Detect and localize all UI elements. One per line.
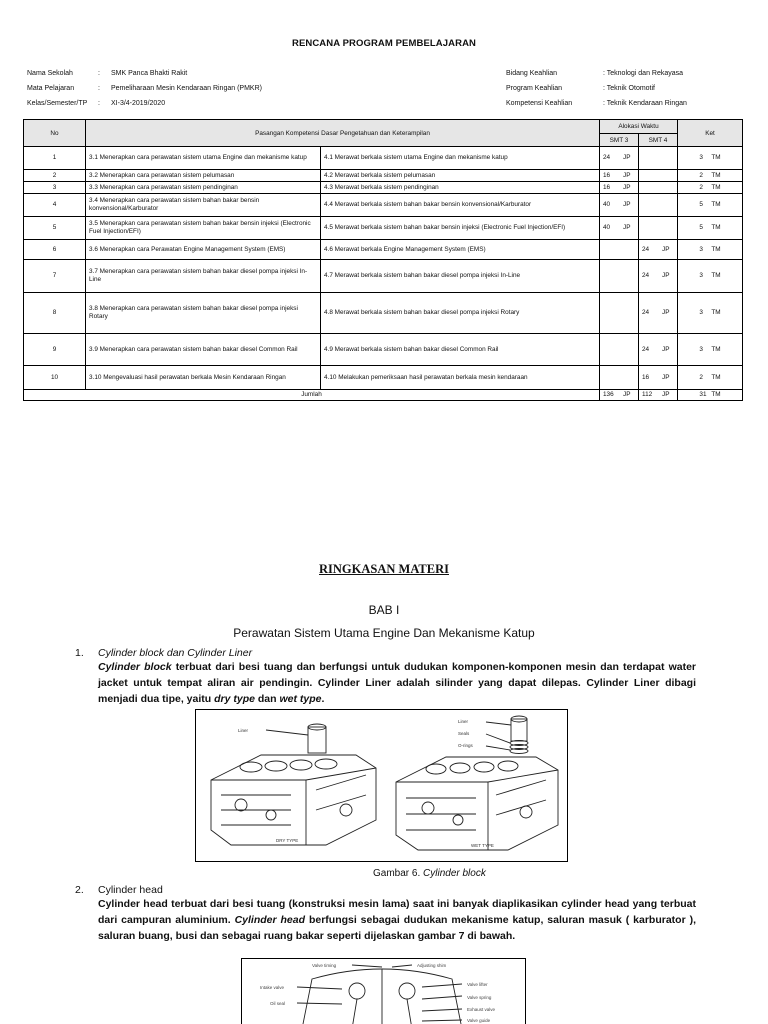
tm-value: 3 xyxy=(699,245,703,253)
info-label: Nama Sekolah xyxy=(27,70,73,77)
unit-tm: TM xyxy=(711,201,721,208)
cell-no: 9 xyxy=(24,334,86,366)
cell-smt4 xyxy=(639,260,678,293)
section-body xyxy=(98,896,696,944)
label-wet-type: WET TYPE xyxy=(471,843,494,848)
tm-value: 3 xyxy=(699,345,703,353)
section-heading: Cylinder head xyxy=(98,884,163,896)
cell-kd4: 4.3 Merawat berkala sistem pendinginan xyxy=(321,182,600,194)
cell-smt4 xyxy=(639,240,678,260)
total-tm-value: 31 xyxy=(699,391,707,398)
cell-kd3: 3.2 Menerapkan cara perawatan sistem pelumasan xyxy=(86,170,321,182)
label-head-part: Valve timing xyxy=(312,963,337,968)
section-cylinder-block xyxy=(75,647,696,707)
text: dan xyxy=(254,693,280,705)
cell-kd3: 3.9 Menerapkan cara perawatan sistem bahan bakar diesel Common Rail xyxy=(86,334,321,366)
table-row xyxy=(24,147,743,170)
cell-kd4: 4.10 Melakukan pemeriksaan hasil perawatan berkala mesin kendaraan xyxy=(321,366,600,390)
cell-kd4: 4.1 Merawat berkala sistem utama Engine dan mekanisme katup xyxy=(321,147,600,170)
header-pasangan: Pasangan Kompetensi Dasar Pengetahuan dan Keterampilan xyxy=(86,120,600,147)
cell-smt4 xyxy=(639,147,678,170)
unit-jp: JP xyxy=(662,272,670,279)
unit-jp: JP xyxy=(662,309,670,316)
info-sep: : xyxy=(98,85,100,92)
unit-tm: TM xyxy=(711,272,721,279)
unit-tm: TM xyxy=(711,183,721,191)
cell-smt3 xyxy=(600,293,639,334)
tm-value: 3 xyxy=(699,154,703,161)
header-ket: Ket xyxy=(678,120,743,147)
smt4-value: 16 xyxy=(642,373,650,381)
cell-kd4: 4.2 Merawat berkala sistem pelumasan xyxy=(321,170,600,182)
info-value: XI-3/4-2019/2020 xyxy=(111,100,166,107)
label-head-part: Valve guide xyxy=(467,1018,491,1023)
smt4-value: 24 xyxy=(642,309,650,316)
unit-tm: TM xyxy=(711,171,721,179)
header-smt3: SMT 3 xyxy=(600,134,639,147)
tm-value: 5 xyxy=(699,201,703,208)
cell-no: 6 xyxy=(24,240,86,260)
cell-kd4: 4.5 Merawat berkala sistem bahan bakar bensin injeksi (Electronic Fuel Injection/EFI) xyxy=(321,217,600,240)
term: Cylinder head xyxy=(234,914,306,926)
cell-ket xyxy=(678,366,743,390)
unit-tm: TM xyxy=(711,309,721,316)
cell-smt3 xyxy=(600,260,639,293)
unit-jp: JP xyxy=(662,245,670,253)
section-number: 1. xyxy=(75,647,84,659)
unit-jp: JP xyxy=(662,373,670,381)
figure-caption xyxy=(373,868,486,879)
total-smt3-value: 136 xyxy=(603,391,614,398)
cell-smt4 xyxy=(639,170,678,182)
header-alokasi: Alokasi Waktu xyxy=(600,120,678,134)
total-smt4-value: 112 xyxy=(642,391,653,398)
info-value: SMK Panca Bhakti Rakit xyxy=(111,70,188,77)
smt3-value: 16 xyxy=(603,183,611,191)
header-no: No xyxy=(24,120,86,147)
cell-no: 10 xyxy=(24,366,86,390)
text: Cylinder head terbuat dari besi tuang (konstruksi mesin lama) saat ini banyak diaplikasikan cylinder head yang terbuat dari campuran aluminium. xyxy=(98,898,696,926)
info-row xyxy=(27,81,262,96)
summary-title: RINGKASAN MATERI xyxy=(319,562,449,576)
cell-smt4 xyxy=(639,217,678,240)
cell-smt3 xyxy=(600,334,639,366)
cell-no: 3 xyxy=(24,182,86,194)
tm-value: 2 xyxy=(699,183,703,191)
info-row xyxy=(27,96,262,111)
competency-table xyxy=(23,119,743,401)
label-head-part: Valve spring xyxy=(467,995,492,1000)
unit-tm: TM xyxy=(711,154,721,161)
unit-jp: JP xyxy=(623,171,631,179)
unit-tm: TM xyxy=(711,224,721,231)
cell-kd3: 3.1 Menerapkan cara perawatan sistem utama Engine dan mekanisme katup xyxy=(86,147,321,170)
cell-smt3 xyxy=(600,147,639,170)
smt3-value: 16 xyxy=(603,171,611,179)
table-row xyxy=(24,217,743,240)
total-label: Jumlah xyxy=(24,390,600,401)
total-smt4 xyxy=(639,390,678,401)
cell-smt4 xyxy=(639,293,678,334)
table-row xyxy=(24,260,743,293)
info-label: Kelas/Semester/TP xyxy=(27,100,88,107)
unit-tm: TM xyxy=(711,245,721,253)
unit-jp: JP xyxy=(662,345,670,353)
info-label: Mata Pelajaran xyxy=(27,85,75,92)
tm-value: 5 xyxy=(699,224,703,231)
info-sep: : xyxy=(98,100,100,107)
label-seals: Seals xyxy=(458,731,470,736)
cell-kd4: 4.4 Merawat berkala sistem bahan bakar bensin konvensional/Karburator xyxy=(321,194,600,217)
unit-tm: TM xyxy=(711,373,721,381)
info-row xyxy=(506,66,687,81)
document-title: RENCANA PROGRAM PEMBELAJARAN xyxy=(291,38,476,49)
cell-kd4: 4.7 Merawat berkala sistem bahan bakar diesel pompa injeksi In-Line xyxy=(321,260,600,293)
unit-jp: JP xyxy=(623,183,631,191)
cell-smt3 xyxy=(600,240,639,260)
cell-smt4 xyxy=(639,194,678,217)
table-row xyxy=(24,293,743,334)
cylinder-head-figure xyxy=(241,958,526,1024)
cell-ket xyxy=(678,194,743,217)
cell-smt3 xyxy=(600,366,639,390)
cell-ket xyxy=(678,182,743,194)
cylinder-block-figure xyxy=(195,709,568,862)
section-heading: Cylinder block dan Cylinder Liner xyxy=(98,647,253,659)
label-orings: O-rings xyxy=(458,743,473,748)
smt3-value: 40 xyxy=(603,201,611,208)
term: wet type xyxy=(279,693,322,705)
info-label: Kompetensi Keahlian xyxy=(506,100,573,107)
total-smt3 xyxy=(600,390,639,401)
cell-no: 1 xyxy=(24,147,86,170)
cell-kd3: 3.5 Menerapkan cara perawatan sistem bahan bakar bensin injeksi (Electronic Fuel Injection/EFI) xyxy=(86,217,321,240)
cell-ket xyxy=(678,170,743,182)
smt4-value: 24 xyxy=(642,345,650,353)
caption-prefix: Gambar 6. xyxy=(373,868,424,879)
cell-ket xyxy=(678,334,743,366)
term: Cylinder block xyxy=(98,661,172,673)
label-dry-type: DRY TYPE xyxy=(276,838,299,843)
term: dry type xyxy=(214,693,255,705)
cell-smt3 xyxy=(600,194,639,217)
label-head-part: Valve lifter xyxy=(467,982,488,987)
info-label: Program Keahlian xyxy=(506,85,563,92)
info-value: : Teknik Kendaraan Ringan xyxy=(603,100,687,107)
section-number: 2. xyxy=(75,884,84,896)
table-row xyxy=(24,240,743,260)
unit-tm: TM xyxy=(711,391,721,398)
cell-ket xyxy=(678,260,743,293)
text: berfungsi sebagai dudukan mekanisme katup, saluran masuk ( karburator ), saluran buang, busi dan sebagai ruang bakar seperti dijelaskan gambar 7 di bawah. xyxy=(98,914,696,942)
cell-ket xyxy=(678,147,743,170)
chapter-title: Perawatan Sistem Utama Engine Dan Mekanisme Katup xyxy=(233,626,535,640)
cell-kd3: 3.3 Menerapkan cara perawatan sistem pendinginan xyxy=(86,182,321,194)
info-row xyxy=(506,81,687,96)
table-row xyxy=(24,334,743,366)
tm-value: 3 xyxy=(699,309,703,316)
info-left-block xyxy=(27,66,262,111)
smt3-value: 40 xyxy=(603,224,611,231)
tm-value: 2 xyxy=(699,171,703,179)
info-row xyxy=(27,66,262,81)
info-value: : Teknologi dan Rekayasa xyxy=(603,70,684,77)
engine-block-illustration xyxy=(196,710,567,861)
cell-smt4 xyxy=(639,366,678,390)
unit-jp: JP xyxy=(623,201,631,208)
unit-jp: JP xyxy=(623,224,631,231)
label-head-part: Exhaust valve xyxy=(467,1007,496,1012)
info-right-block xyxy=(506,66,687,111)
info-label: Bidang Keahlian xyxy=(506,70,557,77)
section-body xyxy=(98,659,696,707)
text: . xyxy=(321,693,325,705)
cell-smt3 xyxy=(600,182,639,194)
cell-kd4: 4.6 Merawat berkala Engine Management System (EMS) xyxy=(321,240,600,260)
label-head-part: Intake valve xyxy=(260,985,285,990)
chapter-number: BAB I xyxy=(368,603,400,617)
cell-smt4 xyxy=(639,182,678,194)
info-value: : Teknik Otomotif xyxy=(603,85,656,92)
tm-value: 3 xyxy=(699,272,703,279)
section-cylinder-head xyxy=(75,884,696,944)
cell-kd3: 3.6 Menerapkan cara Perawatan Engine Management System (EMS) xyxy=(86,240,321,260)
info-row xyxy=(506,96,687,111)
cell-smt4 xyxy=(639,334,678,366)
cell-no: 8 xyxy=(24,293,86,334)
smt4-value: 24 xyxy=(642,272,650,279)
cell-kd3: 3.8 Menerapkan cara perawatan sistem bahan bakar diesel pompa injeksi Rotary xyxy=(86,293,321,334)
total-ket xyxy=(678,390,743,401)
caption-term: Cylinder block xyxy=(423,868,486,879)
label-liner: Liner xyxy=(458,719,469,724)
tm-value: 2 xyxy=(699,373,703,381)
cell-no: 2 xyxy=(24,170,86,182)
cell-kd3: 3.4 Menerapkan cara perawatan sistem bahan bakar bensin konvensional/Karburator xyxy=(86,194,321,217)
cell-smt3 xyxy=(600,170,639,182)
cell-kd3: 3.7 Menerapkan cara perawatan sistem bahan bakar diesel pompa injeksi In-Line xyxy=(86,260,321,293)
label-head-part: Adjusting shim xyxy=(417,963,447,968)
info-value: Pemeliharaan Mesin Kendaraan Ringan (PMKR) xyxy=(111,85,262,92)
label-liner-left: Liner xyxy=(238,728,249,733)
unit-jp: JP xyxy=(623,391,631,398)
cell-smt3 xyxy=(600,217,639,240)
table-row xyxy=(24,366,743,390)
unit-jp: JP xyxy=(623,154,631,161)
cell-ket xyxy=(678,217,743,240)
cell-kd4: 4.9 Merawat berkala sistem bahan bakar diesel Common Rail xyxy=(321,334,600,366)
table-row xyxy=(24,194,743,217)
info-sep: : xyxy=(98,70,100,77)
cell-ket xyxy=(678,240,743,260)
label-head-part: Oil seal xyxy=(270,1001,286,1006)
cell-no: 4 xyxy=(24,194,86,217)
header-smt4: SMT 4 xyxy=(639,134,678,147)
cell-ket xyxy=(678,293,743,334)
table-row xyxy=(24,170,743,182)
text: terbuat dari besi tuang dan berfungsi untuk dudukan komponen-komponen mesin dan terdapat water jacket untuk tempat aliran air pendingin. Cylinder Liner adalah silinder yang dapat dilepas. Cylinder Liner dibagi menjadi dua tipe, yaitu xyxy=(98,661,696,705)
cell-no: 7 xyxy=(24,260,86,293)
unit-jp: JP xyxy=(662,391,670,398)
smt3-value: 24 xyxy=(603,154,611,161)
cell-no: 5 xyxy=(24,217,86,240)
smt4-value: 24 xyxy=(642,245,650,253)
cell-kd3: 3.10 Mengevaluasi hasil perawatan berkala Mesin Kendaraan Ringan xyxy=(86,366,321,390)
cylinder-head-illustration xyxy=(242,959,525,1024)
unit-tm: TM xyxy=(711,345,721,353)
cell-kd4: 4.8 Merawat berkala sistem bahan bakar diesel pompa injeksi Rotary xyxy=(321,293,600,334)
total-row xyxy=(24,390,743,401)
table-row xyxy=(24,182,743,194)
